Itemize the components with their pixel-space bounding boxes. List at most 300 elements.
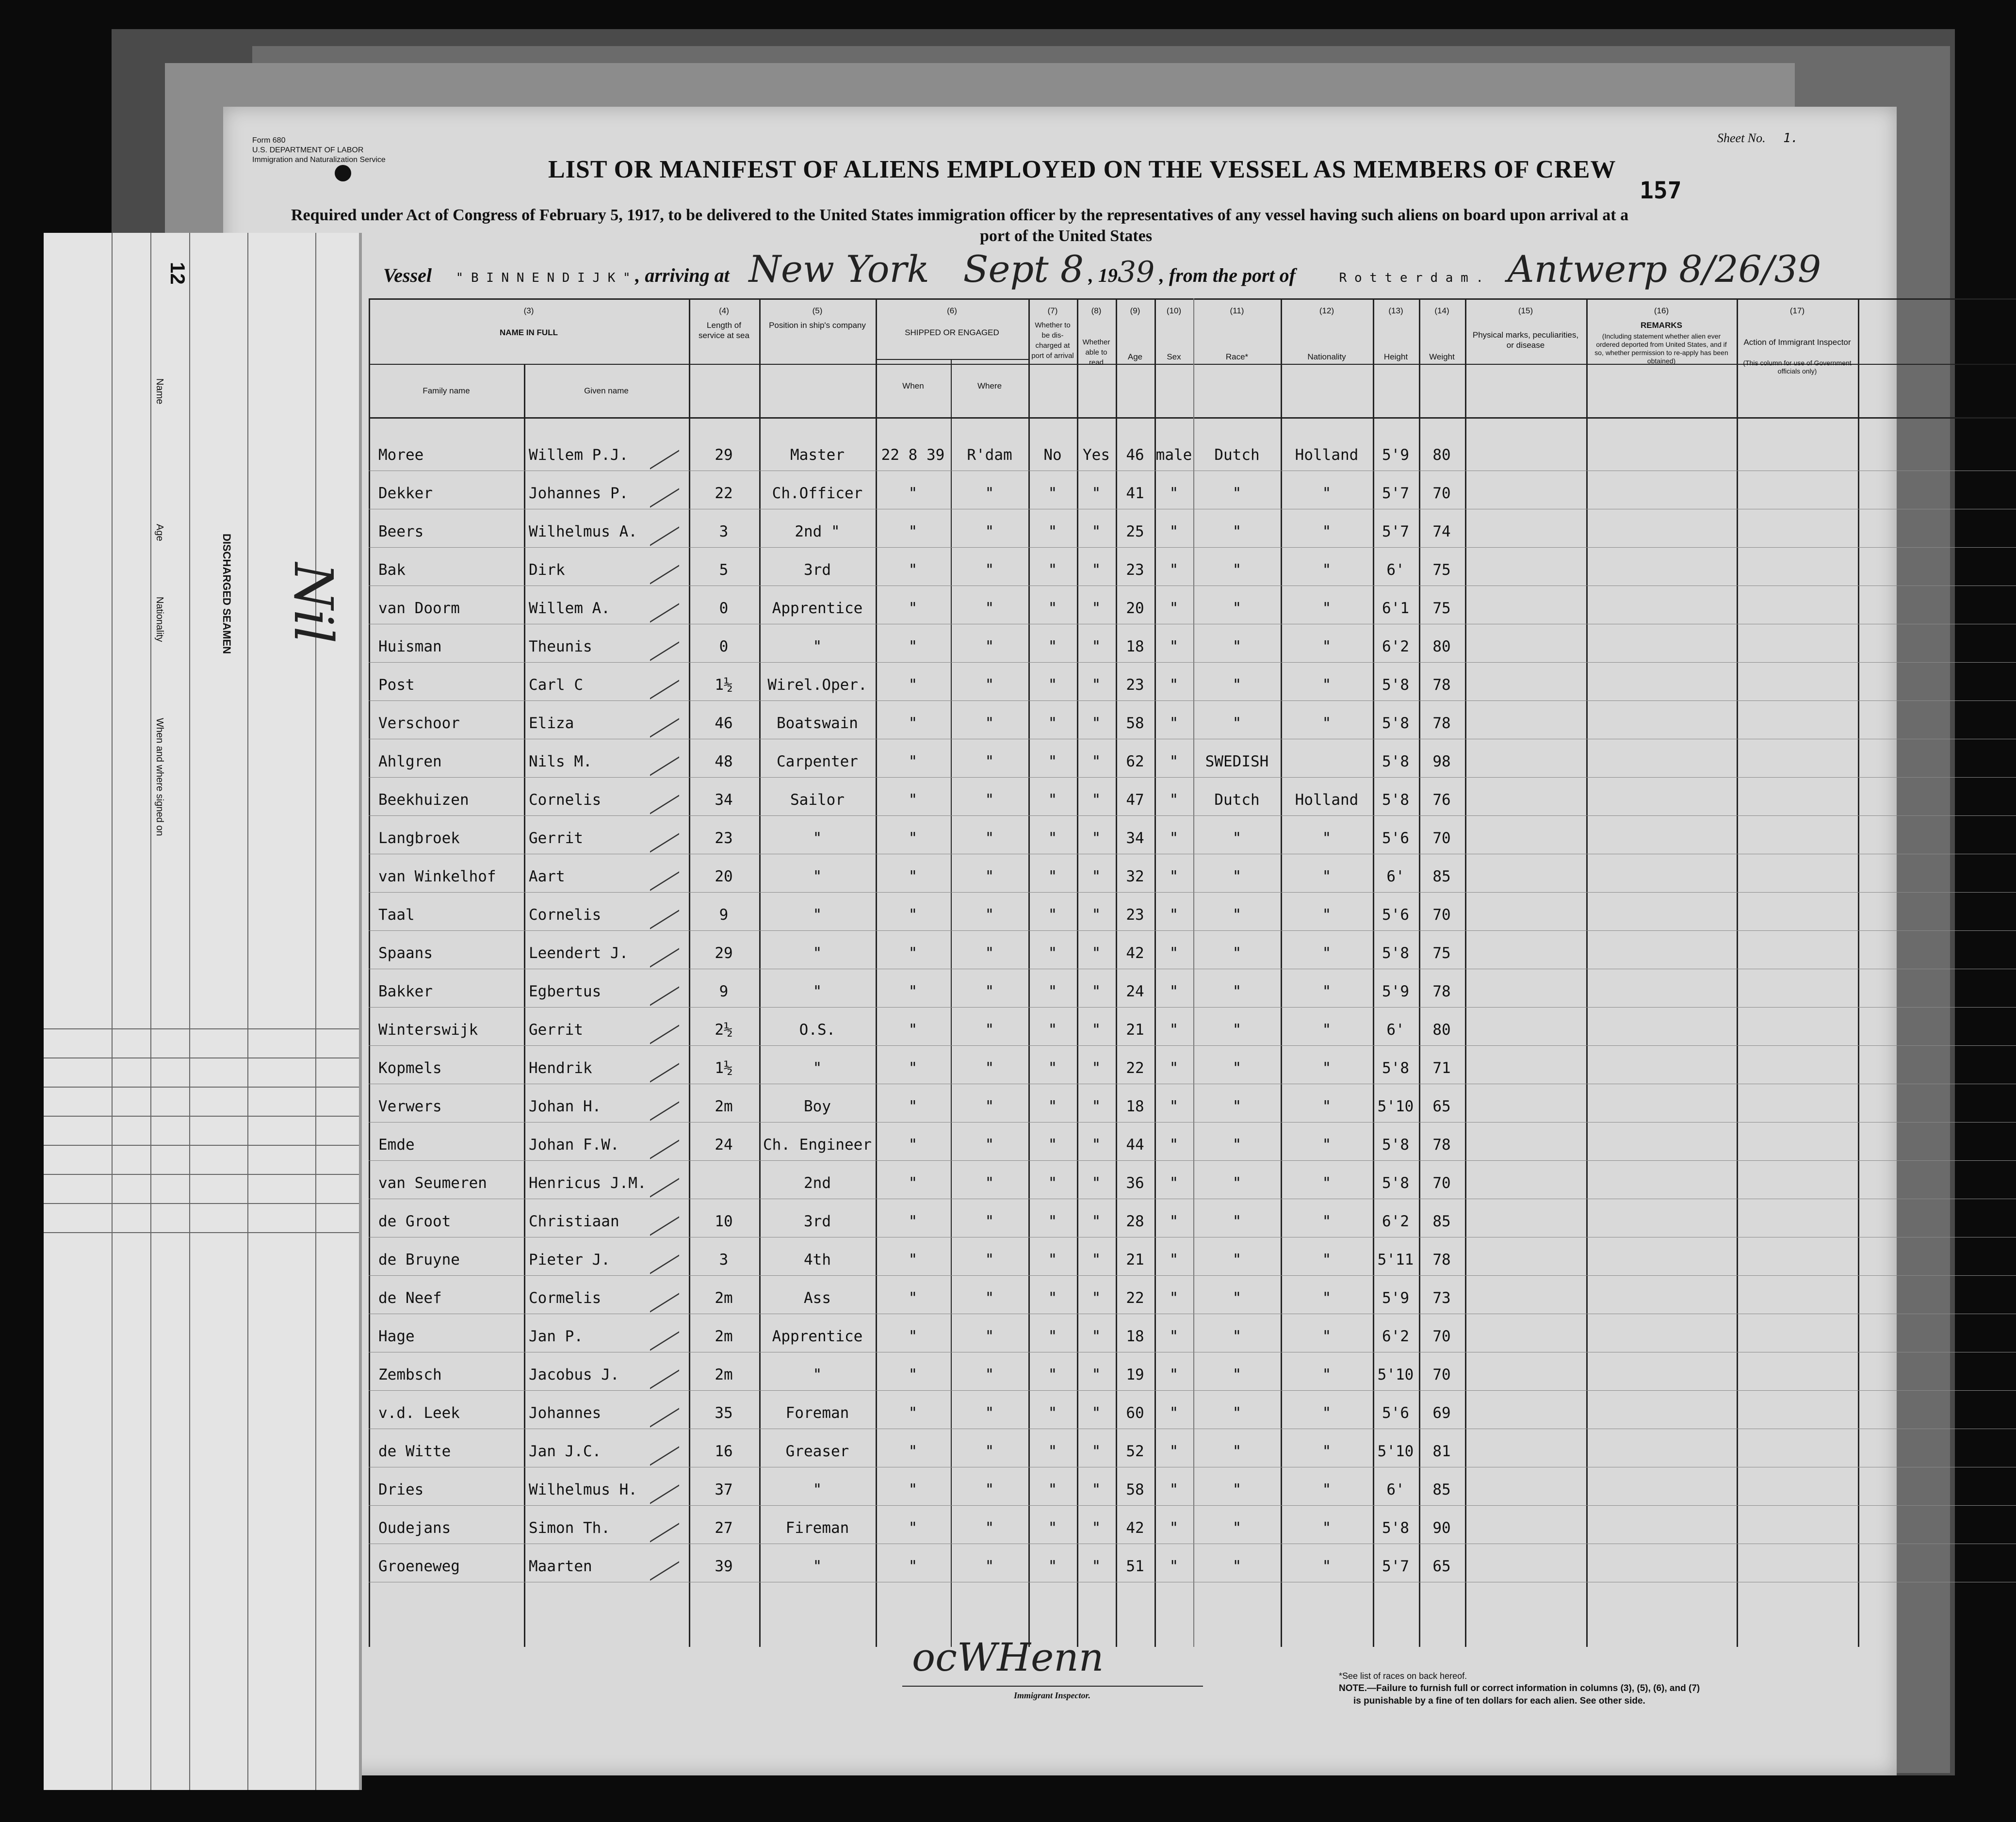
cell-race: Dutch: [1214, 791, 1260, 809]
cell-given: Johannes P.: [529, 485, 629, 502]
cell-when: ": [908, 830, 918, 847]
cell-race: ": [1232, 944, 1242, 962]
check-mark: [650, 1473, 679, 1504]
col-number: (17): [1789, 306, 1805, 315]
cell-age: 23: [1126, 906, 1144, 924]
cell-nationality: ": [1322, 1443, 1332, 1460]
cell-read: ": [1091, 906, 1101, 924]
col-name-in-full: NAME IN FULL: [500, 328, 558, 337]
handwritten-port: Antwerp 8/26/39: [1507, 247, 1821, 291]
check-mark: [650, 1281, 679, 1312]
col-discharged: Whether to be dis-charged at port of arrival: [1031, 321, 1074, 360]
cell-service: 29: [715, 446, 733, 464]
col-physical-marks: Physical marks, peculiarities, or disease: [1472, 330, 1579, 350]
col-able-to-read: Whether able to read: [1082, 338, 1110, 367]
form-department: U.S. DEPARTMENT OF LABOR: [252, 146, 364, 154]
cell-height: 5'9: [1382, 446, 1409, 464]
cell-weight: 70: [1432, 1366, 1451, 1383]
cell-age: 22: [1126, 1059, 1144, 1077]
cell-service: 29: [715, 944, 733, 962]
cell-age: 60: [1126, 1404, 1144, 1422]
cell-when: ": [908, 868, 918, 885]
cell-given: Jacobus J.: [529, 1366, 619, 1383]
cell-discharged: ": [1048, 638, 1057, 655]
cell-given: Simon Th.: [529, 1519, 610, 1537]
cell-service: 46: [715, 715, 733, 732]
cell-service: 2m: [715, 1098, 733, 1115]
cell-weight: 75: [1432, 561, 1451, 579]
col-remarks-note: (Including statement whether alien ever ordered deported from United States, and if so, whether permission to re-apply has been obtained): [1594, 332, 1728, 365]
cell-position: ": [813, 868, 822, 885]
cell-service: 37: [715, 1481, 733, 1498]
cell-discharged: ": [1048, 1481, 1057, 1498]
cell-where: ": [985, 1213, 994, 1230]
col-given-name: Given name: [584, 386, 629, 395]
col-number: (10): [1166, 306, 1182, 315]
cell-position: 2nd: [804, 1174, 831, 1192]
cell-given: Egbertus: [529, 983, 602, 1000]
cell-race: ": [1232, 523, 1242, 540]
cell-where: ": [985, 1519, 994, 1537]
cell-age: 23: [1126, 561, 1144, 579]
cell-given: Gerrit: [529, 830, 583, 847]
cell-given: Wilhelmus H.: [529, 1481, 637, 1498]
cell-service: 2m: [715, 1289, 733, 1307]
check-mark: [650, 476, 679, 507]
cell-position: Greaser: [785, 1443, 849, 1460]
cell-sex: ": [1169, 638, 1179, 655]
cell-read: ": [1091, 1404, 1101, 1422]
cell-age: 25: [1126, 523, 1144, 540]
cell-race: ": [1232, 1328, 1242, 1345]
cell-where: ": [985, 1021, 994, 1039]
col-length-of-service: Length of service at sea: [699, 321, 749, 340]
cell-age: 42: [1126, 1519, 1144, 1537]
check-mark: [650, 1090, 679, 1121]
cell-age: 47: [1126, 791, 1144, 809]
cell-sex: male: [1155, 446, 1192, 464]
col-number: (8): [1091, 306, 1102, 315]
cell-discharged: ": [1048, 983, 1057, 1000]
cell-where: ": [985, 1558, 994, 1575]
cell-position: ": [813, 638, 822, 655]
cell-service: 1½: [715, 676, 733, 694]
cell-read: ": [1091, 1251, 1101, 1269]
form-id: [252, 136, 386, 165]
cell-when: ": [908, 638, 918, 655]
cell-given: Gerrit: [529, 1021, 583, 1039]
cell-discharged: ": [1048, 523, 1057, 540]
cell-weight: 70: [1432, 1174, 1451, 1192]
arrival-date: Sept 8: [963, 247, 1084, 291]
cell-where: ": [985, 1366, 994, 1383]
cell-where: ": [985, 523, 994, 540]
cell-position: Sailor: [790, 791, 845, 809]
cell-sex: ": [1169, 1328, 1179, 1345]
cell-discharged: ": [1048, 1136, 1057, 1154]
slip-name: Name: [154, 378, 165, 405]
cell-read: ": [1091, 523, 1101, 540]
check-mark: [650, 438, 679, 469]
cell-sex: ": [1169, 1481, 1179, 1498]
cell-given: Leendert J.: [529, 944, 629, 962]
cell-age: 46: [1126, 446, 1144, 464]
cell-where: ": [985, 676, 994, 694]
cell-nationality: ": [1322, 906, 1332, 924]
cell-age: 34: [1126, 830, 1144, 847]
cell-weight: 98: [1432, 753, 1451, 770]
cell-discharged: ": [1048, 944, 1057, 962]
cell-family: Kopmels: [378, 1059, 442, 1077]
cell-nationality: ": [1322, 830, 1332, 847]
cell-when: ": [908, 1558, 918, 1575]
cell-position: 3rd: [804, 1213, 831, 1230]
cell-position: 2nd ": [795, 523, 840, 540]
cell-race: ": [1232, 485, 1242, 502]
cell-given: Maarten: [529, 1558, 592, 1575]
cell-service: 10: [715, 1213, 733, 1230]
check-mark: [650, 1319, 679, 1350]
cell-service: 48: [715, 753, 733, 770]
cell-weight: 80: [1432, 446, 1451, 464]
cell-service: 39: [715, 1558, 733, 1575]
cell-family: de Neef: [378, 1289, 442, 1307]
cell-discharged: ": [1048, 868, 1057, 885]
cell-sex: ": [1169, 523, 1179, 540]
col-nationality: Nationality: [1307, 352, 1346, 361]
cell-when: ": [908, 1443, 918, 1460]
cell-service: 5: [719, 561, 729, 579]
cell-height: 5'9: [1382, 1289, 1409, 1307]
form-service: Immigration and Naturalization Service: [252, 156, 386, 164]
cell-nationality: ": [1322, 1558, 1332, 1575]
col-number: (13): [1388, 306, 1403, 315]
cell-when: ": [908, 715, 918, 732]
cell-nationality: ": [1322, 1328, 1332, 1345]
stamp-number: 157: [1640, 177, 1682, 204]
cell-age: 21: [1126, 1251, 1144, 1269]
cell-read: ": [1091, 983, 1101, 1000]
cell-position: Boy: [804, 1098, 831, 1115]
penalty-note: NOTE.—Failure to furnish full or correct information in columns (3), (5), (6), and (7): [1339, 1683, 1700, 1693]
cell-where: ": [985, 1098, 994, 1115]
cell-given: Theunis: [529, 638, 592, 655]
cell-race: ": [1232, 1021, 1242, 1039]
cell-service: 2½: [715, 1021, 733, 1039]
check-mark: [650, 745, 679, 776]
cell-weight: 70: [1432, 485, 1451, 502]
cell-discharged: ": [1048, 715, 1057, 732]
cell-when: ": [908, 1366, 918, 1383]
cell-height: 5'8: [1382, 1174, 1409, 1192]
cell-service: 9: [719, 906, 729, 924]
cell-family: Bakker: [378, 983, 433, 1000]
cell-position: Ch.Officer: [772, 485, 863, 502]
cell-weight: 76: [1432, 791, 1451, 809]
cell-height: 6': [1386, 1021, 1405, 1039]
cell-family: Beekhuizen: [378, 791, 469, 809]
cell-family: van Seumeren: [378, 1174, 487, 1192]
cell-weight: 85: [1432, 868, 1451, 885]
cell-position: ": [813, 906, 822, 924]
cell-race: ": [1232, 676, 1242, 694]
cell-race: ": [1232, 1136, 1242, 1154]
cell-given: Pieter J.: [529, 1251, 610, 1269]
cell-family: Taal: [378, 906, 415, 924]
cell-discharged: ": [1048, 485, 1057, 502]
cell-height: 6'2: [1382, 638, 1409, 655]
cell-service: 9: [719, 983, 729, 1000]
cell-read: ": [1091, 676, 1101, 694]
cell-when: ": [908, 1136, 918, 1154]
check-mark: [650, 1434, 679, 1465]
cell-given: Henricus J.M.: [529, 1174, 647, 1192]
cell-nationality: ": [1322, 1059, 1332, 1077]
check-mark: [650, 706, 679, 737]
cell-when: ": [908, 485, 918, 502]
cell-position: Carpenter: [777, 753, 858, 770]
cell-nationality: ": [1322, 523, 1332, 540]
col-number: (11): [1230, 306, 1244, 315]
check-mark: [650, 1204, 679, 1236]
cell-sex: ": [1169, 1136, 1179, 1154]
cell-sex: ": [1169, 715, 1179, 732]
cell-given: Christiaan: [529, 1213, 619, 1230]
cell-age: 28: [1126, 1213, 1144, 1230]
cell-weight: 65: [1432, 1098, 1451, 1115]
cell-sex: ": [1169, 676, 1179, 694]
cell-age: 21: [1126, 1021, 1144, 1039]
cell-race: ": [1232, 1404, 1242, 1422]
cell-where: ": [985, 906, 994, 924]
cell-given: Johan F.W.: [529, 1136, 619, 1154]
check-mark: [650, 1396, 679, 1427]
slip-age: Age: [154, 524, 165, 541]
cell-read: ": [1091, 1021, 1101, 1039]
cell-when: ": [908, 1251, 918, 1269]
cell-age: 20: [1126, 600, 1144, 617]
cell-nationality: ": [1322, 1251, 1332, 1269]
cell-nationality: ": [1322, 1136, 1332, 1154]
col-shipped-or-engaged: SHIPPED OR ENGAGED: [905, 328, 999, 337]
cell-race: ": [1232, 600, 1242, 617]
cell-service: 27: [715, 1519, 733, 1537]
cell-nationality: ": [1322, 1021, 1332, 1039]
col-family-name: Family name: [423, 386, 470, 395]
cell-position: ": [813, 983, 822, 1000]
cell-where: ": [985, 600, 994, 617]
cell-height: 5'10: [1377, 1443, 1414, 1460]
cell-read: ": [1091, 1519, 1101, 1537]
cell-where: ": [985, 753, 994, 770]
cell-where: ": [985, 1174, 994, 1192]
cell-nationality: ": [1322, 715, 1332, 732]
cell-service: 0: [719, 600, 729, 617]
col-number: (15): [1518, 306, 1533, 315]
vessel-label: Vessel: [383, 264, 432, 286]
cell-given: Dirk: [529, 561, 565, 579]
col-position: Position in ship's company: [769, 321, 866, 330]
cell-race: ": [1232, 1059, 1242, 1077]
cell-race: ": [1232, 1213, 1242, 1230]
cell-read: ": [1091, 1213, 1101, 1230]
cell-position: Boatswain: [777, 715, 858, 732]
cell-given: Cormelis: [529, 1289, 602, 1307]
col-height: Height: [1383, 352, 1408, 361]
sheet-number: 1.: [1783, 131, 1799, 146]
cell-family: Bak: [378, 561, 406, 579]
cell-where: ": [985, 983, 994, 1000]
cell-given: Johannes: [529, 1404, 602, 1422]
cell-position: Apprentice: [772, 1328, 863, 1345]
cell-weight: 73: [1432, 1289, 1451, 1307]
cell-race: SWEDISH: [1205, 753, 1269, 770]
cell-nationality: ": [1322, 1174, 1332, 1192]
cell-where: ": [985, 944, 994, 962]
cell-family: de Groot: [378, 1213, 451, 1230]
cell-sex: ": [1169, 1251, 1179, 1269]
cell-service: 3: [719, 1251, 729, 1269]
cell-read: ": [1091, 1174, 1101, 1192]
check-mark: [650, 783, 679, 814]
cell-read: ": [1091, 1366, 1101, 1383]
penalty-note-2: is punishable by a fine of ten dollars for each alien. See other side.: [1353, 1696, 1645, 1706]
cell-discharged: ": [1048, 906, 1057, 924]
cell-where: ": [985, 1443, 994, 1460]
cell-read: Yes: [1083, 446, 1110, 464]
cell-read: ": [1091, 1558, 1101, 1575]
cell-when: ": [908, 676, 918, 694]
cell-weight: 78: [1432, 1136, 1451, 1154]
cell-weight: 81: [1432, 1443, 1451, 1460]
cell-age: 19: [1126, 1366, 1144, 1383]
cell-height: 5'6: [1382, 830, 1409, 847]
cell-where: ": [985, 1289, 994, 1307]
cell-height: 5'8: [1382, 791, 1409, 809]
cell-age: 42: [1126, 944, 1144, 962]
cell-position: O.S.: [799, 1021, 836, 1039]
cell-read: ": [1091, 753, 1101, 770]
cell-weight: 75: [1432, 944, 1451, 962]
cell-when: ": [908, 1289, 918, 1307]
cell-height: 5'8: [1382, 1519, 1409, 1537]
cell-weight: 71: [1432, 1059, 1451, 1077]
cell-nationality: ": [1322, 1289, 1332, 1307]
col-number: (3): [523, 306, 534, 315]
check-mark: [650, 1128, 679, 1159]
slip-nationality: Nationality: [154, 597, 165, 642]
col-age: Age: [1127, 352, 1143, 361]
cell-given: Cornelis: [529, 906, 602, 924]
cell-when: ": [908, 753, 918, 770]
cell-given: Cornelis: [529, 791, 602, 809]
cell-nationality: ": [1322, 1098, 1332, 1115]
cell-family: Dries: [378, 1481, 424, 1498]
cell-service: 2m: [715, 1328, 733, 1345]
manifest-page: [223, 107, 1897, 1775]
col-race: Race*: [1225, 352, 1249, 361]
check-mark: [650, 591, 679, 622]
cell-sex: ": [1169, 1366, 1179, 1383]
cell-family: Zembsch: [378, 1366, 442, 1383]
cell-sex: ": [1169, 906, 1179, 924]
manifest-subtitle-2: port of the United States: [980, 227, 1153, 245]
cell-age: 18: [1126, 1098, 1144, 1115]
cell-nationality: ": [1322, 1519, 1332, 1537]
cell-weight: 78: [1432, 715, 1451, 732]
cell-service: 35: [715, 1404, 733, 1422]
cell-discharged: No: [1043, 446, 1062, 464]
cell-age: 52: [1126, 1443, 1144, 1460]
cell-discharged: ": [1048, 1098, 1057, 1115]
check-mark: [650, 936, 679, 967]
year: 39: [1117, 255, 1155, 289]
cell-weight: 70: [1432, 1328, 1451, 1345]
cell-height: 5'8: [1382, 1059, 1409, 1077]
cell-family: v.d. Leek: [378, 1404, 460, 1422]
cell-given: Hendrik: [529, 1059, 592, 1077]
cell-sex: ": [1169, 944, 1179, 962]
cell-family: Ahlgren: [378, 753, 442, 770]
col-sex: Sex: [1167, 352, 1181, 361]
cell-discharged: ": [1048, 600, 1057, 617]
cell-position: ": [813, 1059, 822, 1077]
cell-race: ": [1232, 1443, 1242, 1460]
cell-height: 5'7: [1382, 523, 1409, 540]
manifest-title: LIST OR MANIFEST OF ALIENS EMPLOYED ON THE VESSEL AS MEMBERS OF CREW: [548, 156, 1616, 183]
cell-given: Wilhelmus A.: [529, 523, 637, 540]
cell-position: ": [813, 944, 822, 962]
cell-family: Verschoor: [378, 715, 460, 732]
cell-discharged: ": [1048, 1213, 1057, 1230]
cell-where: ": [985, 561, 994, 579]
cell-service: 3: [719, 523, 729, 540]
cell-race: ": [1232, 868, 1242, 885]
cell-discharged: ": [1048, 1174, 1057, 1192]
cell-nationality: Holland: [1295, 446, 1359, 464]
check-mark: [650, 898, 679, 929]
cell-height: 5'10: [1377, 1098, 1414, 1115]
cell-height: 5'11: [1377, 1251, 1414, 1269]
cell-read: ": [1091, 1059, 1101, 1077]
cell-nationality: ": [1322, 1404, 1332, 1422]
cell-when: ": [908, 1098, 918, 1115]
cell-position: ": [813, 1558, 822, 1575]
cell-family: Moree: [378, 446, 424, 464]
col-inspector-note: (This column for use of Government officials only): [1743, 359, 1852, 375]
cell-read: ": [1091, 1328, 1101, 1345]
cell-sex: ": [1169, 600, 1179, 617]
cell-discharged: ": [1048, 1443, 1057, 1460]
cell-height: 5'8: [1382, 676, 1409, 694]
cell-position: 3rd: [804, 561, 831, 579]
cell-where: ": [985, 830, 994, 847]
cell-sex: ": [1169, 1519, 1179, 1537]
cell-sex: ": [1169, 561, 1179, 579]
cell-nationality: ": [1322, 638, 1332, 655]
cell-discharged: ": [1048, 1021, 1057, 1039]
cell-when: ": [908, 1174, 918, 1192]
cell-weight: 75: [1432, 600, 1451, 617]
cell-when: ": [908, 944, 918, 962]
cell-sex: ": [1169, 485, 1179, 502]
check-mark: [650, 630, 679, 661]
cell-family: Dekker: [378, 485, 433, 502]
cell-weight: 80: [1432, 638, 1451, 655]
cell-age: 58: [1126, 1481, 1144, 1498]
cell-discharged: ": [1048, 1251, 1057, 1269]
slip-handwritten: Nil: [282, 563, 344, 644]
